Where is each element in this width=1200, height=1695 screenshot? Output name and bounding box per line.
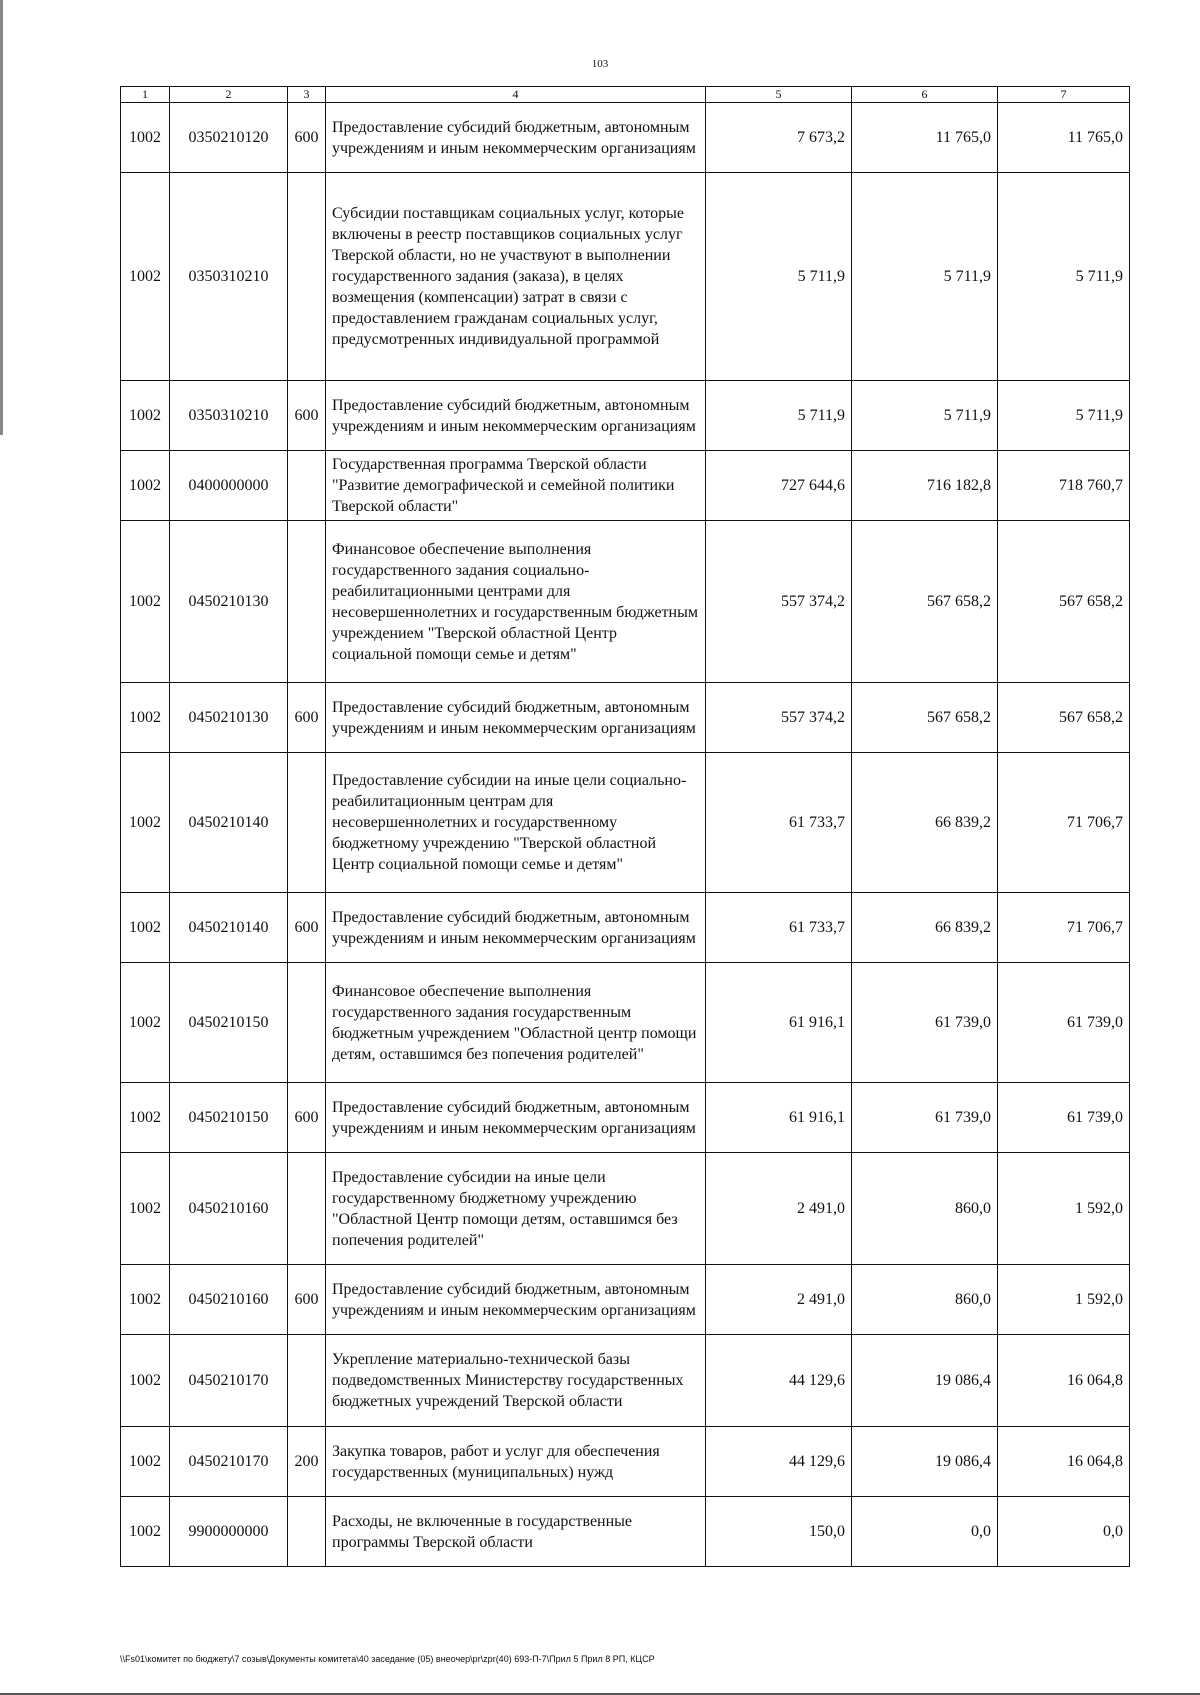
header-col-5: 5 [706,87,852,103]
expense-type-code [288,521,326,683]
file-path-footer: \\Fs01\комитет по бюджету\7 созыв\Документы комитета\40 заседание (05) внеочер\pr\zpr(40) 693-П-7\Прил 5 Прил 8 РП, КЦСР [120,1654,655,1664]
amount-col-5: 727 644,6 [706,451,852,521]
amount-col-5: 44 129,6 [706,1335,852,1427]
expense-type-code [288,451,326,521]
column-number-header [121,87,1130,103]
amount-col-6: 61 739,0 [852,963,998,1083]
target-article-code: 0450210170 [170,1427,288,1497]
amount-col-7: 71 706,7 [998,893,1130,963]
target-article-code: 0450210170 [170,1335,288,1427]
amount-col-6: 716 182,8 [852,451,998,521]
amount-col-7: 567 658,2 [998,521,1130,683]
amount-col-7: 61 739,0 [998,963,1130,1083]
expense-type-code [288,1335,326,1427]
amount-col-5: 557 374,2 [706,521,852,683]
target-article-code: 0350310210 [170,381,288,451]
section-code: 1002 [121,381,170,451]
target-article-code: 0450210150 [170,963,288,1083]
expense-type-code [288,753,326,893]
amount-col-6: 19 086,4 [852,1427,998,1497]
row-description: Государственная программа Тверской области "Развитие демографической и семейной политики Тверской области" [326,451,706,521]
section-code: 1002 [121,1427,170,1497]
expense-type-code [288,1153,326,1265]
row-description: Предоставление субсидий бюджетным, автономным учреждениям и иным некоммерческим организациям [326,893,706,963]
amount-col-5: 7 673,2 [706,103,852,173]
row-description: Расходы, не включенные в государственные программы Тверской области [326,1497,706,1567]
target-article-code: 9900000000 [170,1497,288,1567]
target-article-code: 0450210140 [170,753,288,893]
amount-col-6: 66 839,2 [852,753,998,893]
expense-type-code [288,173,326,381]
header-col-3: 3 [288,87,326,103]
amount-col-5: 2 491,0 [706,1265,852,1335]
amount-col-7: 61 739,0 [998,1083,1130,1153]
row-description: Предоставление субсидий бюджетным, автономным учреждениям и иным некоммерческим организациям [326,683,706,753]
target-article-code: 0450210150 [170,1083,288,1153]
header-col-2: 2 [170,87,288,103]
amount-col-7: 0,0 [998,1497,1130,1567]
amount-col-5: 61 916,1 [706,963,852,1083]
amount-col-5: 5 711,9 [706,381,852,451]
amount-col-5: 2 491,0 [706,1153,852,1265]
section-code: 1002 [121,521,170,683]
section-code: 1002 [121,963,170,1083]
table-row [121,173,1130,381]
section-code: 1002 [121,451,170,521]
header-col-6: 6 [852,87,998,103]
amount-col-6: 11 765,0 [852,103,998,173]
budget-table [120,86,1130,1567]
amount-col-6: 860,0 [852,1153,998,1265]
target-article-code: 0400000000 [170,451,288,521]
row-description: Предоставление субсидий бюджетным, автономным учреждениям и иным некоммерческим организациям [326,1083,706,1153]
expense-type-code: 600 [288,1083,326,1153]
table-row [121,103,1130,173]
table-row [121,963,1130,1083]
section-code: 1002 [121,683,170,753]
amount-col-7: 5 711,9 [998,381,1130,451]
table-row [121,1497,1130,1567]
table-row [121,1427,1130,1497]
amount-col-7: 16 064,8 [998,1335,1130,1427]
row-description: Финансовое обеспечение выполнения государственного задания социально-реабилитационными центрами для несовершеннолетних и государственным бюджетным учреждением "Тверской областной Центр социальной помощи семье и детям" [326,521,706,683]
amount-col-6: 5 711,9 [852,381,998,451]
section-code: 1002 [121,103,170,173]
header-col-7: 7 [998,87,1130,103]
amount-col-5: 61 733,7 [706,753,852,893]
expense-type-code: 200 [288,1427,326,1497]
amount-col-6: 567 658,2 [852,683,998,753]
table-row [121,381,1130,451]
expense-type-code: 600 [288,683,326,753]
table-row [121,683,1130,753]
table-row [121,521,1130,683]
expense-type-code [288,1497,326,1567]
table-row [121,451,1130,521]
row-description: Предоставление субсидии на иные цели социально-реабилитационным центрам для несовершеннолетних и государственному бюджетному учреждению "Тверской областной Центр социальной помощи семье и детям" [326,753,706,893]
target-article-code: 0350210120 [170,103,288,173]
section-code: 1002 [121,173,170,381]
row-description: Финансовое обеспечение выполнения государственного задания государственным бюджетным учреждением "Областной центр помощи детям, оставшимся без попечения родителей" [326,963,706,1083]
target-article-code: 0450210130 [170,521,288,683]
target-article-code: 0450210140 [170,893,288,963]
amount-col-6: 61 739,0 [852,1083,998,1153]
section-code: 1002 [121,1083,170,1153]
target-article-code: 0450210160 [170,1265,288,1335]
table-row [121,1265,1130,1335]
page-number: 103 [591,58,609,70]
expense-type-code: 600 [288,1265,326,1335]
header-col-4: 4 [326,87,706,103]
amount-col-7: 71 706,7 [998,753,1130,893]
header-col-1: 1 [121,87,170,103]
table-row [121,1335,1130,1427]
amount-col-5: 150,0 [706,1497,852,1567]
amount-col-7: 567 658,2 [998,683,1130,753]
amount-col-6: 0,0 [852,1497,998,1567]
table-row [121,893,1130,963]
target-article-code: 0450210160 [170,1153,288,1265]
expense-type-code: 600 [288,103,326,173]
section-code: 1002 [121,1335,170,1427]
amount-col-5: 557 374,2 [706,683,852,753]
expense-type-code: 600 [288,893,326,963]
amount-col-6: 19 086,4 [852,1335,998,1427]
row-description: Закупка товаров, работ и услуг для обеспечения государственных (муниципальных) нужд [326,1427,706,1497]
amount-col-7: 1 592,0 [998,1153,1130,1265]
row-description: Предоставление субсидий бюджетным, автономным учреждениям и иным некоммерческим организациям [326,381,706,451]
amount-col-6: 567 658,2 [852,521,998,683]
target-article-code: 0350310210 [170,173,288,381]
amount-col-5: 44 129,6 [706,1427,852,1497]
table-row [121,1153,1130,1265]
amount-col-6: 5 711,9 [852,173,998,381]
amount-col-7: 1 592,0 [998,1265,1130,1335]
amount-col-6: 66 839,2 [852,893,998,963]
amount-col-7: 5 711,9 [998,173,1130,381]
row-description: Субсидии поставщикам социальных услуг, которые включены в реестр поставщиков социальных услуг Тверской области, но не участвуют в выполнении государственного задания (заказа), в целях возмещения (компенсации) затрат в связи с предоставлением гражданам социальных услуг, предусмотренных индивидуальной программой [326,173,706,381]
table-row [121,1083,1130,1153]
row-description: Предоставление субсидий бюджетным, автономным учреждениям и иным некоммерческим организациям [326,1265,706,1335]
section-code: 1002 [121,1153,170,1265]
target-article-code: 0450210130 [170,683,288,753]
expense-type-code: 600 [288,381,326,451]
row-description: Предоставление субсидий бюджетным, автономным учреждениям и иным некоммерческим организациям [326,103,706,173]
row-description: Предоставление субсидии на иные цели государственному бюджетному учреждению "Областной Центр помощи детям, оставшимся без попечения родителей" [326,1153,706,1265]
amount-col-5: 61 916,1 [706,1083,852,1153]
section-code: 1002 [121,1265,170,1335]
amount-col-7: 11 765,0 [998,103,1130,173]
section-code: 1002 [121,753,170,893]
table-row [121,753,1130,893]
row-description: Укрепление материально-технической базы подведомственных Министерству государственных бюджетных учреждений Тверской области [326,1335,706,1427]
amount-col-6: 860,0 [852,1265,998,1335]
expense-type-code [288,963,326,1083]
section-code: 1002 [121,893,170,963]
amount-col-7: 718 760,7 [998,451,1130,521]
amount-col-5: 5 711,9 [706,173,852,381]
amount-col-7: 16 064,8 [998,1427,1130,1497]
amount-col-5: 61 733,7 [706,893,852,963]
section-code: 1002 [121,1497,170,1567]
